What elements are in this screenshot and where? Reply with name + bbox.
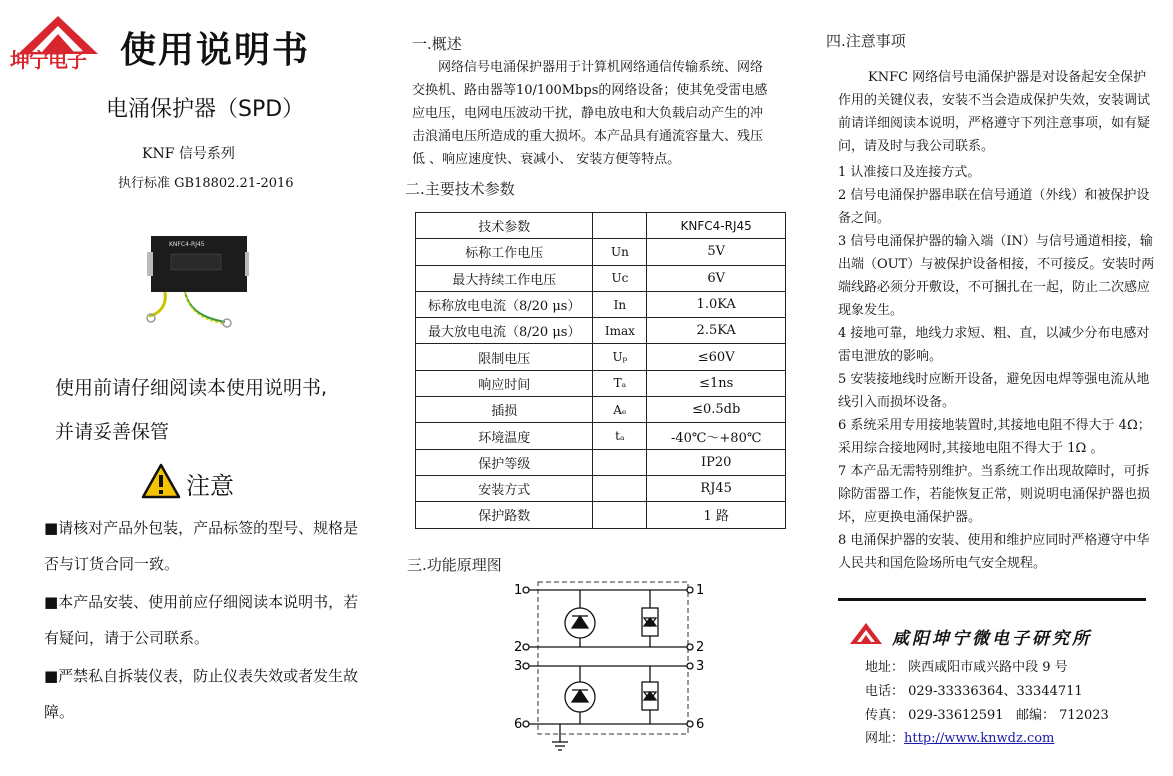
pin-label: 2	[696, 640, 705, 655]
note-item: ■请核对产品外包装，产品标签的型号、规格是否与订货合同一致。	[44, 519, 359, 573]
overview-text: 网络信号电涌保护器用于计算机网络通信传输系统、网络交换机、路由器等10/100Mbps的网络设备；使其免受雷电感应电压，电网电压波动干扰，静电放电和大负载启动产生的冲击浪涌电压所造成的重大损坏。本产品具有通流容量大、残压低 、响应速度快、衰减小、 安装方便等特点。	[412, 60, 768, 167]
ground-icon	[552, 724, 568, 750]
product-series: KNF 信号系列	[142, 146, 235, 162]
warning-icon	[141, 463, 181, 499]
company-name: 咸阳坤宁微电子研究所	[892, 629, 1092, 649]
precaution-item: 7 本产品无需特别维护。当系统工作出现故障时，可拆除防雷器工作，若能恢复正常，则说明电涌保护器也损坏，应更换电涌保护器。	[838, 464, 1151, 525]
logo-text: 坤宁电子	[10, 48, 86, 72]
product-subtitle: 电涌保护器（SPD）	[106, 97, 305, 122]
product-photo	[145, 232, 249, 328]
table-row: 安装方式 RJ45	[416, 475, 786, 501]
company-fax: 传真： 029-33612591	[865, 708, 1004, 723]
company-phone: 电话： 029-33336364、33344711	[865, 684, 1083, 699]
specs-heading: 二.主要技术参数	[405, 180, 515, 198]
note-item: ■严禁私自拆装仪表，防止仪表失效或者发生故障。	[44, 667, 359, 721]
precaution-item: 1 认准接口及连接方式。	[838, 165, 981, 180]
header-symbol	[593, 213, 647, 239]
page-title: 使用说明书	[120, 30, 311, 71]
product-label: KNFC4-RJ45	[169, 241, 205, 248]
header-model: KNFC4-RJ45	[647, 213, 786, 239]
precaution-item: 3 信号电涌保护器的输入端（IN）与信号通道相接，输出端（OUT）与被保护设备相接，不可接反。安装时两端线路必须分开敷设，不可捆扎在一起，防止二次感应现象发生。	[838, 234, 1155, 318]
table-row: 保护等级 IP20	[416, 449, 786, 475]
spec-table	[415, 212, 786, 529]
pin-label: 3	[696, 659, 705, 674]
pin-label: 1	[696, 583, 705, 598]
pin-label: 1	[514, 583, 523, 598]
schematic-heading: 三.功能原理图	[407, 556, 502, 574]
precaution-item: 4 接地可靠，地线力求短、粗、直，以减少分布电感对雷电泄放的影响。	[838, 326, 1150, 364]
note-item: ■本产品安装、使用前应仔细阅读本说明书，若有疑问，请于公司联系。	[44, 593, 359, 647]
website-label: 网址：	[865, 731, 905, 746]
table-row: 标称放电电流（8/20 μs） In 1.0KA	[416, 291, 786, 317]
table-row: 标称工作电压 Un 5V	[416, 239, 786, 265]
company-postcode: 邮编： 712023	[1016, 708, 1109, 723]
table-row: 最大持续工作电压 Uc 6V	[416, 265, 786, 291]
divider	[838, 598, 1146, 601]
website-link[interactable]: http://www.knwdz.com	[904, 731, 1055, 746]
pin-label: 6	[514, 717, 523, 732]
table-header-row	[416, 213, 786, 239]
table-row: 环境温度 tₐ -40℃～+80℃	[416, 423, 786, 449]
precautions-heading: 四.注意事项	[826, 32, 906, 50]
company-address: 地址： 陕西咸阳市咸兴路中段 9 号	[865, 660, 1068, 675]
table-row: 插损 Aₑ ≤0.5db	[416, 397, 786, 423]
precaution-item: 2 信号电涌保护器串联在信号通道（外线）和被保护设备之间。	[838, 188, 1150, 226]
table-row: 保护路数 1 路	[416, 502, 786, 528]
pin-label: 2	[514, 640, 523, 655]
pin-label: 3	[514, 659, 523, 674]
pin-label: 6	[696, 717, 705, 732]
overview-heading: 一.概述	[412, 35, 462, 53]
precaution-item: 6 系统采用专用接地装置时,其接地电阻不得大于 4Ω；采用综合接地网时,其接地电阻不得大于 1Ω 。	[838, 418, 1151, 456]
circuit-diagram	[510, 578, 720, 758]
precautions-intro: KNFC 网络信号电涌保护器是对设备起安全保护作用的关键仪表，安装不当会造成保护失效，安装调试前请详细阅读本说明，严格遵守下列注意事项，如有疑问，请及时与我公司联系。	[838, 70, 1151, 154]
read-instructions-note: 使用前请仔细阅读本使用说明书, 并请妥善保管	[55, 377, 328, 443]
precaution-item: 8 电涌保护器的安装、使用和维护应同时严格遵守中华人民共和国危险场所电气安全规程。	[838, 533, 1150, 571]
company-website-row	[865, 727, 1054, 746]
table-row: 响应时间 Tₐ ≤1ns	[416, 370, 786, 396]
company-logo-icon	[848, 622, 884, 646]
table-row: 限制电压 Uₚ ≤60V	[416, 344, 786, 370]
table-row: 最大放电电流（8/20 μs） Imax 2.5KA	[416, 318, 786, 344]
precaution-item: 5 安装接地线时应断开设备，避免因电焊等强电流从地线引入而损坏设备。	[838, 372, 1150, 410]
standard-text: 执行标准 GB18802.21-2016	[118, 176, 294, 191]
header-param: 技术参数	[416, 213, 593, 239]
attention-title: 注意	[186, 472, 234, 500]
